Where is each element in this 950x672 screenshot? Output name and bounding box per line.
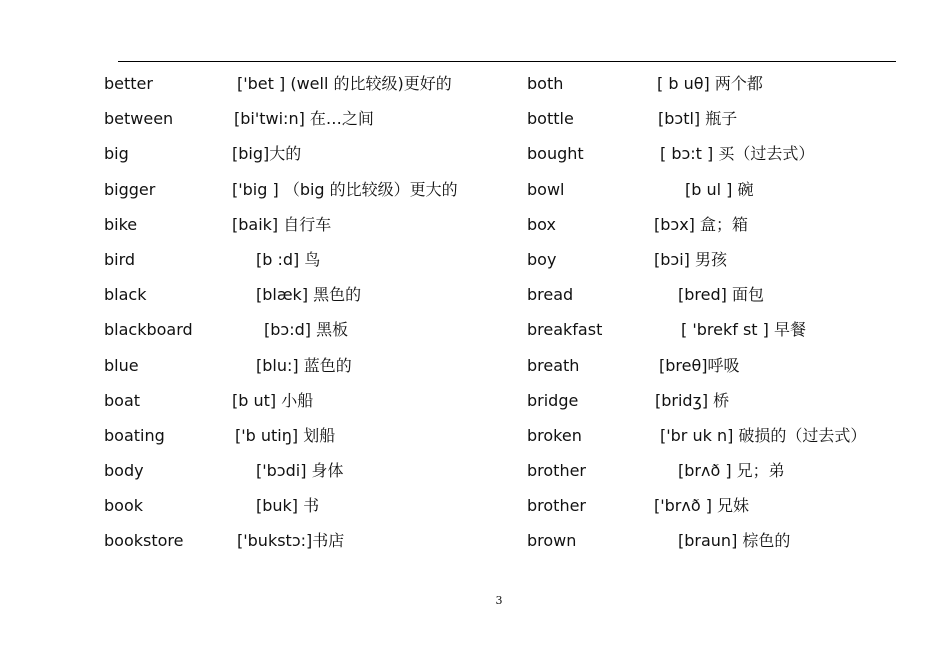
entry-definition: [ b uθ] 两个都 (657, 74, 763, 93)
header-rule (118, 61, 896, 62)
vocab-entry (527, 389, 927, 424)
entry-word: bigger (104, 179, 156, 199)
entry-word: book (104, 496, 143, 516)
entry-word: brother (527, 461, 587, 481)
vocab-entry (104, 107, 524, 142)
right-column (527, 72, 927, 565)
entry-word: boy (527, 249, 557, 269)
entry-definition: [b ul ] 碗 (685, 179, 754, 199)
entry-word: black (104, 285, 147, 305)
vocab-entry (527, 318, 927, 353)
entry-word: both (527, 74, 564, 93)
entry-definition: ['bukstɔ:]书店 (237, 531, 345, 551)
vocab-entry (104, 178, 524, 213)
entry-word: between (104, 109, 174, 129)
entry-definition: [baik] 自行车 (232, 214, 332, 234)
entry-definition: [bred] 面包 (678, 285, 764, 305)
vocab-entry (527, 248, 927, 283)
vocab-entry (527, 178, 927, 213)
entry-word: boat (104, 390, 141, 410)
vocab-entry (104, 424, 524, 459)
entry-definition: [bɔtl] 瓶子 (658, 109, 738, 129)
entry-word: bought (527, 144, 584, 164)
entry-definition: [ 'brekf st ] 早餐 (681, 320, 806, 340)
entry-definition: [b :d] 鸟 (256, 249, 321, 269)
entry-definition: ['br uk n] 破损的（过去式） (660, 425, 867, 445)
vocab-entry (527, 494, 927, 529)
vocab-entry (104, 494, 524, 529)
entry-word: bowl (527, 179, 565, 199)
vocab-entry (104, 283, 524, 318)
vocab-entry (527, 459, 927, 494)
vocab-entry (104, 529, 524, 564)
entry-word: bread (527, 285, 574, 305)
vocab-entry (104, 142, 524, 177)
vocab-entry (104, 354, 524, 389)
entry-word: brother (527, 496, 587, 516)
entry-word: body (104, 461, 144, 481)
entry-word: boating (104, 425, 165, 445)
entry-word: better (104, 74, 153, 93)
entry-definition: ['b utiŋ] 划船 (235, 425, 336, 445)
entry-word: bottle (527, 109, 574, 129)
vocab-entry (104, 248, 524, 283)
vocab-entry (104, 213, 524, 248)
entry-word: bridge (527, 390, 579, 410)
entry-definition: [bɔx] 盒；箱 (654, 214, 748, 234)
entry-definition: [buk] 书 (256, 496, 320, 516)
entry-word: blue (104, 355, 139, 375)
entry-word: breath (527, 355, 580, 375)
vocab-entry (104, 459, 524, 494)
entry-definition: [bridʒ] 桥 (655, 390, 730, 410)
vocab-entry (527, 142, 927, 177)
entry-word: bird (104, 249, 136, 269)
entry-definition: [braun] 棕色的 (678, 531, 791, 551)
left-column (104, 72, 524, 565)
entry-definition: [blu:] 蓝色的 (256, 355, 352, 375)
entry-word: box (527, 214, 556, 234)
entry-definition: ['brʌð ] 兄妹 (654, 496, 750, 516)
vocab-entry (527, 107, 927, 142)
entry-definition: [big]大的 (232, 144, 302, 164)
vocab-entry (527, 529, 927, 564)
vocab-entry (527, 354, 927, 389)
entry-definition: ['bɔdi] 身体 (256, 461, 344, 481)
page-number: 3 (495, 594, 503, 607)
entry-definition: [bɔi] 男孩 (654, 249, 727, 269)
entry-definition: [blæk] 黑色的 (256, 285, 362, 305)
vocab-entry (104, 318, 524, 353)
vocab-entry (527, 424, 927, 459)
vocab-entry (527, 213, 927, 248)
vocab-entry (104, 389, 524, 424)
entry-word: breakfast (527, 320, 603, 340)
entry-definition: [brʌð ] 兄；弟 (678, 461, 785, 481)
entry-definition: [b ut] 小船 (232, 390, 314, 410)
vocab-entry (104, 72, 524, 107)
entry-word: blackboard (104, 320, 193, 340)
entry-word: bike (104, 214, 138, 234)
entry-definition: [ bɔ:t ] 买（过去式） (660, 144, 815, 164)
entry-definition: ['big ] （big 的比较级）更大的 (232, 179, 458, 199)
vocab-entry (527, 72, 927, 107)
entry-definition: [bɔ:d] 黑板 (264, 320, 349, 340)
entry-definition: [bi'twi:n] 在…之间 (234, 109, 374, 129)
entry-definition: [breθ]呼吸 (659, 355, 740, 375)
entry-word: big (104, 144, 129, 164)
entry-definition: ['bet ] (well 的比较级)更好的 (237, 74, 452, 93)
entry-word: broken (527, 425, 582, 445)
entry-word: brown (527, 531, 577, 551)
vocab-entry (527, 283, 927, 318)
entry-word: bookstore (104, 531, 184, 551)
